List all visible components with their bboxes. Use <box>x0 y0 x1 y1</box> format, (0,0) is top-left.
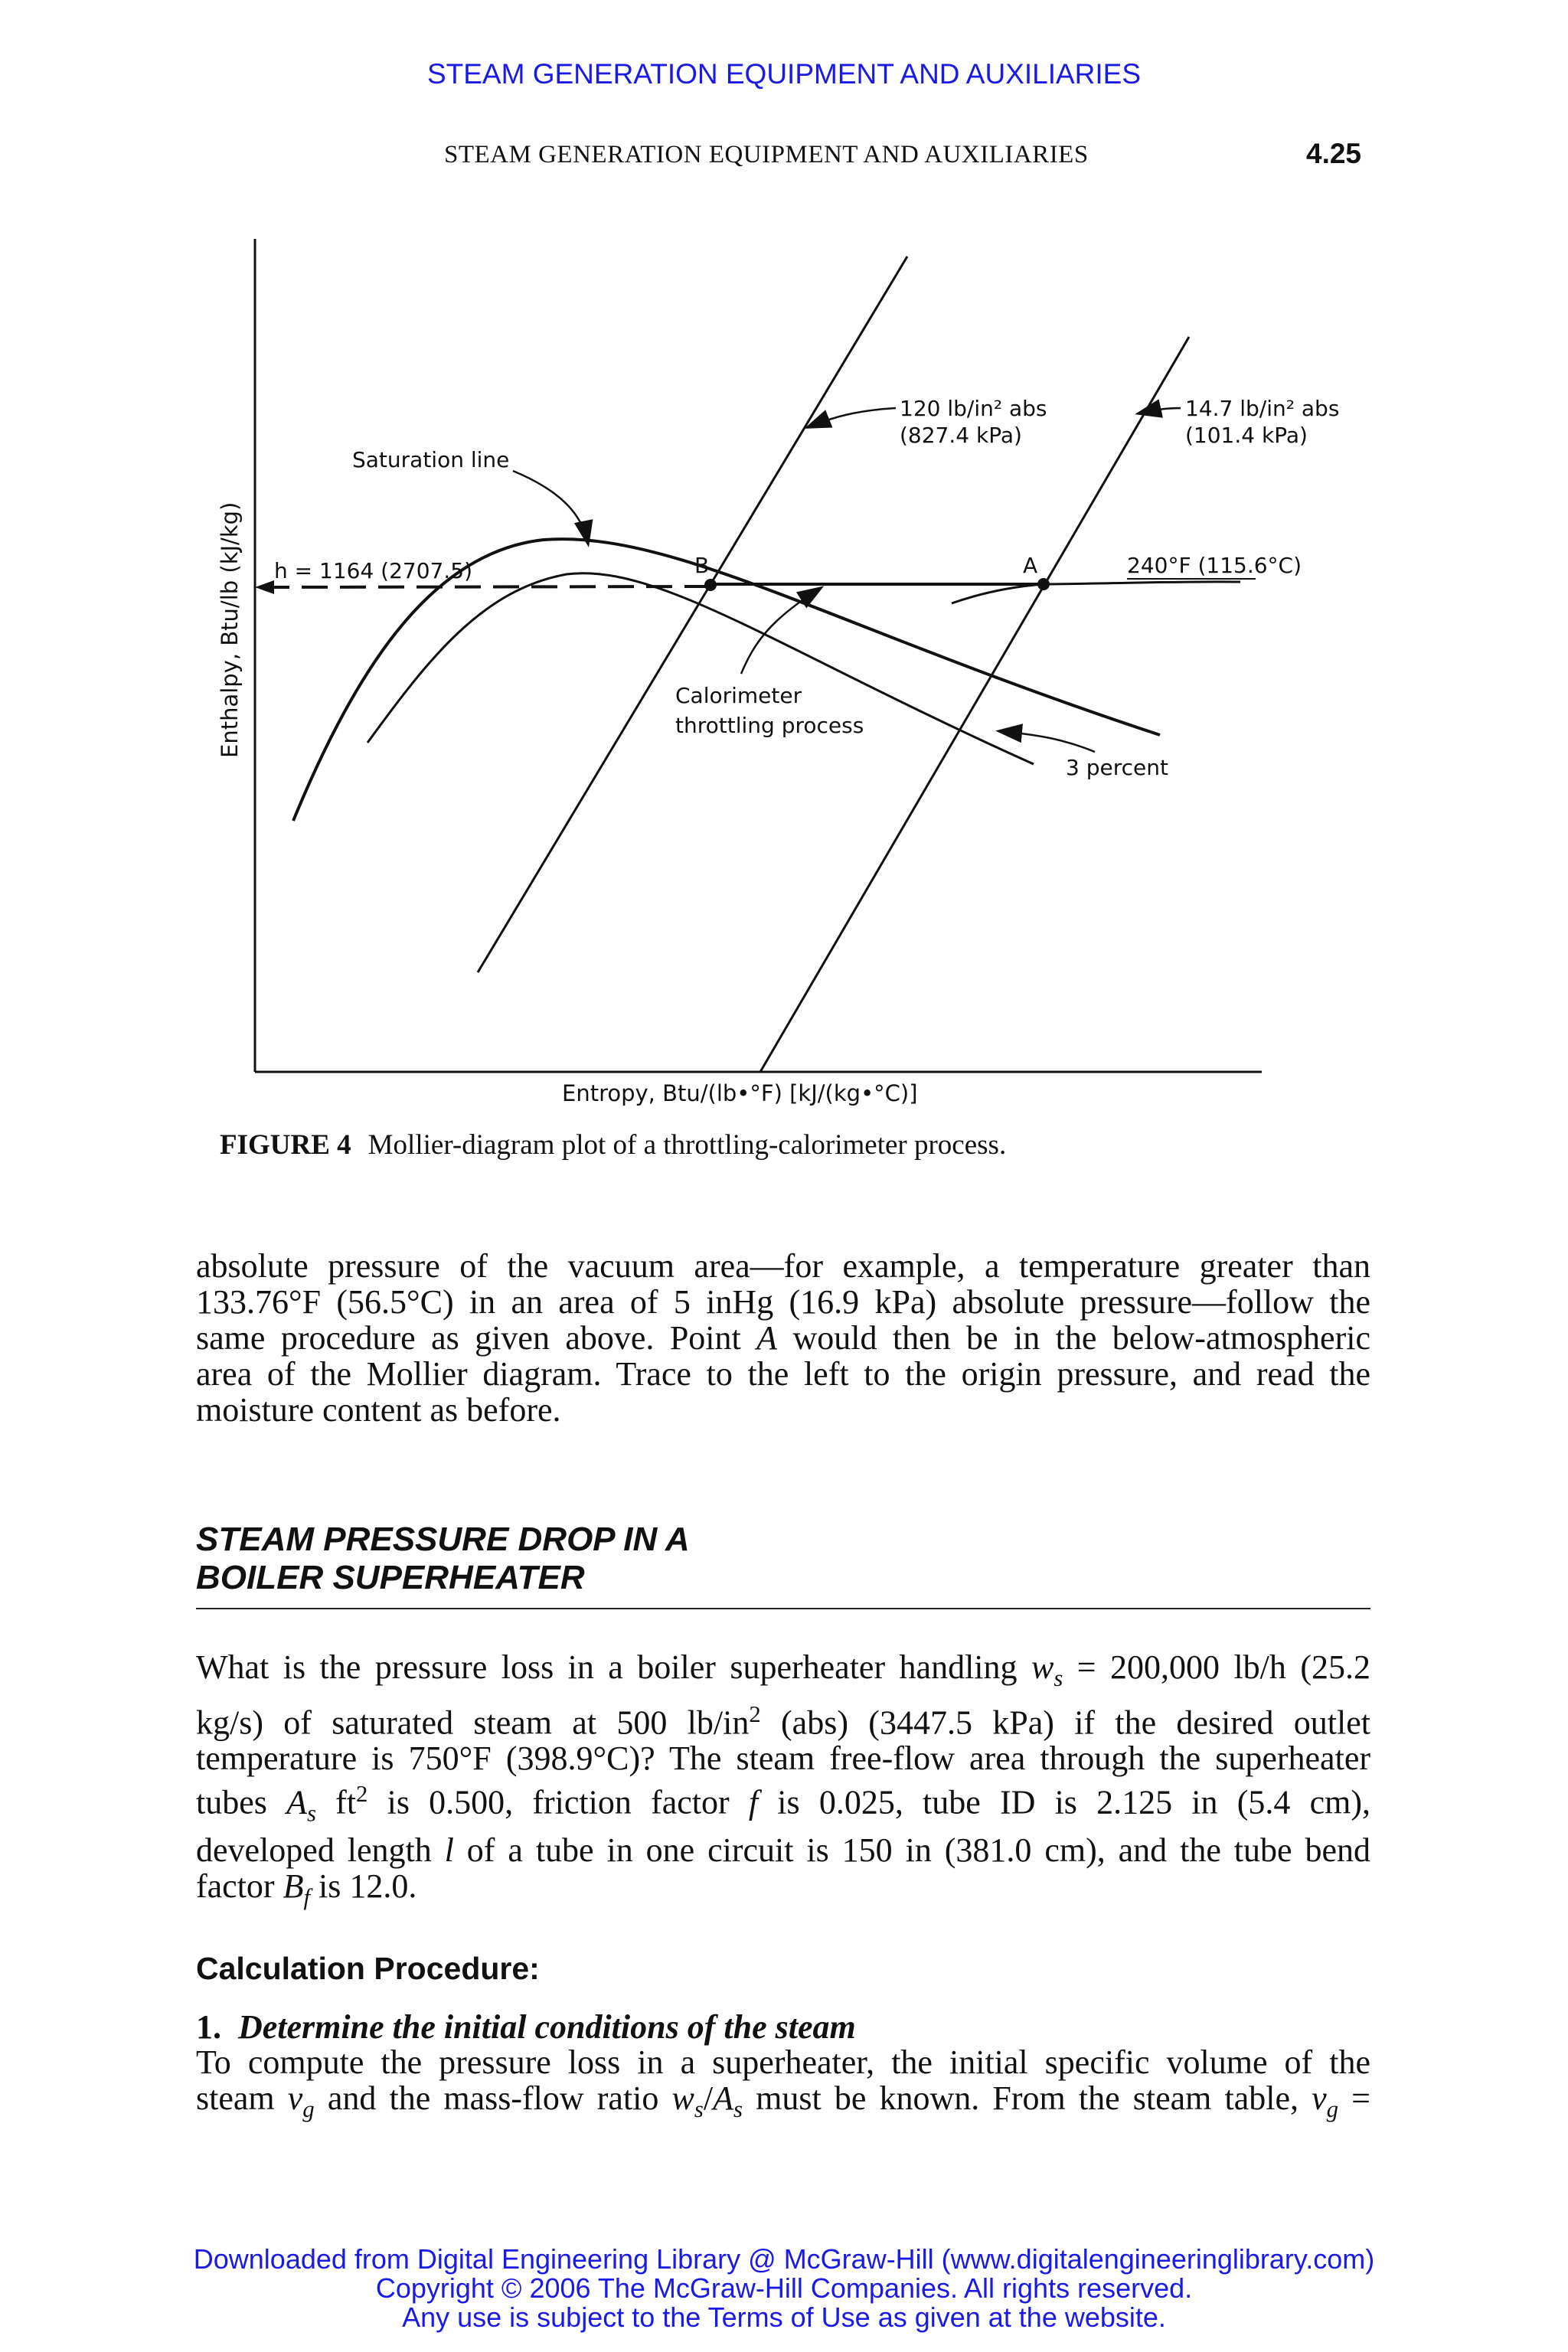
saturation-label: Saturation line <box>352 447 510 472</box>
download-banner-title: STEAM GENERATION EQUIPMENT AND AUXILIARIES <box>426 58 1142 90</box>
point-a-marker <box>1037 578 1050 590</box>
para2-line4: tubes $A_s$ $ft^2$ is 0.500, friction factor f is 0.025, tube ID is 2.125 in (5.4 cm), <box>196 1781 1370 1827</box>
calorimeter-arrow <box>741 588 821 674</box>
percent-arrow <box>999 731 1095 752</box>
pressure-120-arrow <box>808 408 896 427</box>
section-rule <box>196 1608 1370 1609</box>
figure-caption-label: FIGURE 4 <box>220 1129 351 1161</box>
paragraph-problem <box>196 1649 1370 1916</box>
calculation-heading: Calculation Procedure: <box>196 1951 540 1986</box>
figure-caption <box>220 1129 1006 1161</box>
footer-terms[interactable]: Any use is subject to the Terms of Use as given at the website. <box>402 2301 1166 2333</box>
dashed-arrowhead <box>255 580 274 594</box>
step-heading <box>196 2007 856 2047</box>
para3-line1: To compute the pressure loss in a superheater, the initial specific volume of the <box>196 2043 1370 2081</box>
point-b-marker <box>704 579 717 591</box>
pressure-14-7-label-line1: 14.7 lb/in² abs <box>1185 396 1340 421</box>
saturation-arrow <box>513 471 588 544</box>
footer-download-link[interactable]: Downloaded from Digital Engineering Library @ McGraw-Hill (www.digitalengineeringlibrary.com) <box>193 2243 1375 2275</box>
page-number: 4.25 <box>1306 138 1362 169</box>
point-b-label: B <box>694 553 710 578</box>
para1-line2: 133.76°F (56.5°C) in an area of 5 inHg (16.9 kPa) absolute pressure—follow the <box>196 1283 1370 1321</box>
para2-line2: kg/s) of saturated steam at 500 $lb/in^2$ (abs) (3447.5 kPa) if the desired outlet <box>196 1700 1370 1742</box>
para2-line6: factor $B_f$ is 12.0. <box>196 1867 417 1910</box>
para3-line2: steam $v_g$ and the mass-flow ratio $w_s/A_s$ must be known. From the steam table, $v_g$ = <box>196 2079 1370 2122</box>
pressure-14-7-label-line2: (101.4 kPa) <box>1185 423 1308 448</box>
para1-line3: same procedure as given above. Point A would then be in the below-atmospheric <box>196 1319 1370 1357</box>
enthalpy-dashed-line <box>264 586 710 587</box>
section-title <box>196 1521 1370 1597</box>
step-number: 1. <box>196 2008 221 2046</box>
para2-line3: temperature is 750°F (398.9°C)? The steam free-flow area through the superheater <box>196 1740 1370 1778</box>
pressure-120-label-line1: 120 lb/in² abs <box>900 396 1047 421</box>
paragraph-vacuum <box>196 1248 1370 1428</box>
mollier-diagram <box>184 230 1363 1118</box>
paragraph-initial-conditions <box>196 2044 1370 2128</box>
enthalpy-label: h = 1164 (2707.5) <box>274 558 472 583</box>
section-title-line1: STEAM PRESSURE DROP IN A <box>196 1521 690 1558</box>
pressure-line-120 <box>478 256 907 972</box>
running-head: STEAM GENERATION EQUIPMENT AND AUXILIARIES <box>444 141 1089 168</box>
para2-line5: developed length l of a tube in one circuit is 150 in (381.0 cm), and the tube bend <box>196 1831 1370 1869</box>
calorimeter-label-line2: throttling process <box>675 713 864 738</box>
para1-line4: area of the Mollier diagram. Trace to the left to the origin pressure, and read the <box>196 1355 1370 1393</box>
x-axis-label: Entropy, Btu/(lb•°F) [kJ/(kg•°C)] <box>562 1080 918 1106</box>
temperature-240-label: 240°F (115.6°C) <box>1127 553 1302 578</box>
para1-line5: moisture content as before. <box>196 1391 561 1429</box>
step-title: Determine the initial conditions of the steam <box>238 2008 856 2046</box>
section-title-line2: BOILER SUPERHEATER <box>196 1559 585 1596</box>
calorimeter-label-line1: Calorimeter <box>675 683 802 708</box>
pressure-120-label-line2: (827.4 kPa) <box>900 423 1022 448</box>
para2-line1: What is the pressure loss in a boiler superheater handling $w_s = 200,000$ lb/h (25.2 <box>196 1648 1370 1691</box>
percent-label: 3 percent <box>1066 755 1168 780</box>
point-a-label: A <box>1023 553 1038 578</box>
y-axis-label: Enthalpy, Btu/lb (kJ/kg) <box>217 501 243 758</box>
para1-line1: absolute pressure of the vacuum area—for example, a temperature greater than <box>196 1247 1370 1285</box>
figure-caption-text: Mollier-diagram plot of a throttling-calorimeter process. <box>368 1129 1007 1161</box>
footer-copyright: Copyright © 2006 The McGraw-Hill Companies. All rights reserved. <box>375 2272 1193 2304</box>
